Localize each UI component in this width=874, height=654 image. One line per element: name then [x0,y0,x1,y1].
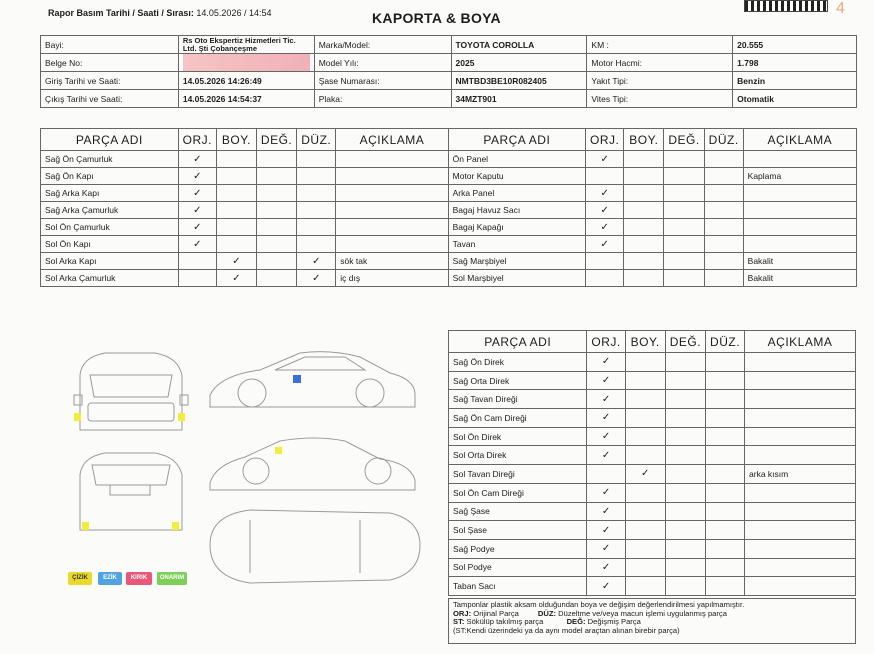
part-description [743,185,856,202]
check-boy [624,202,664,219]
part-name: Sol Podye [449,558,587,577]
part-description [745,409,856,428]
check-duz [706,577,745,596]
info-value: NMTBD3BE10R082405 [451,72,587,90]
check-boy [625,502,665,521]
check-deg [664,185,704,202]
check-duz [297,219,336,236]
check-duz [297,168,336,185]
info-label: Giriş Tarihi ve Saati: [41,72,179,90]
check-duz [297,151,336,168]
legend-chip: KIRIK [126,572,152,585]
check-orj: ✓ [178,151,216,168]
note-deg-key: DEĞ: [566,617,586,627]
info-label: Marka/Model: [314,36,451,54]
check-orj: ✓ [587,427,625,446]
info-row [41,54,857,72]
info-value [178,54,314,72]
table-row [449,577,856,596]
info-label: Plaka: [314,90,451,108]
info-value: 34MZT901 [451,90,587,108]
table-row [449,465,856,484]
info-row [41,72,857,90]
check-orj: ✓ [587,539,625,558]
check-duz [706,465,745,484]
note-duz-key: DÜZ: [537,608,556,618]
check-boy [624,168,664,185]
check-deg [256,202,296,219]
table-row [449,502,856,521]
part-description [336,151,448,168]
table-row [41,202,857,219]
check-boy [625,446,665,465]
info-value: Rs Oto Ekspertiz Hizmetleri Tic. Ltd. Şti Çobançeşme [178,36,314,54]
part-description [336,185,448,202]
car-damage-diagram [60,335,430,595]
part-name: Sağ Ön Direk [449,353,587,372]
column-header-duz: DÜZ. [704,129,743,151]
check-deg [665,371,705,390]
table-row [41,219,857,236]
info-label: Bayi: [41,36,179,54]
column-header-part: PARÇA ADI [41,129,179,151]
legend-chip: ONARIM [157,572,187,585]
check-duz [704,185,743,202]
table-row [41,168,857,185]
check-orj: ✓ [587,577,625,596]
part-name: Sağ Tavan Direği [449,390,587,409]
check-boy [625,558,665,577]
page-title: KAPORTA & BOYA [372,10,501,26]
check-orj: ✓ [587,483,625,502]
check-boy [625,427,665,446]
part-description [745,483,856,502]
part-name: Sol Ön Direk [449,427,587,446]
part-name: Sağ Orta Direk [449,371,587,390]
info-label: Motor Hacmi: [587,54,733,72]
check-duz [704,253,743,270]
legend-chip: EZİK [98,572,122,585]
part-name: Sol Ön Cam Direği [449,483,587,502]
check-deg [665,446,705,465]
part-description: Bakalit [743,270,856,287]
car-side-view-right [210,352,415,407]
part-description [336,202,448,219]
check-deg [665,353,705,372]
car-side-view-left [210,438,415,490]
car-front-view [74,353,188,430]
check-boy [625,577,665,596]
part-name: Sağ Podye [449,539,587,558]
note-st-key: ST: [453,617,465,627]
part-description [745,502,856,521]
column-header-part: PARÇA ADI [449,331,587,353]
info-label: Yakıt Tipi: [587,72,733,90]
check-duz [706,446,745,465]
table-row [449,539,856,558]
check-orj [587,465,625,484]
info-label: Model Yılı: [314,54,451,72]
check-orj: ✓ [178,236,216,253]
part-name: Sol Arka Kapı [41,253,179,270]
table-row [41,185,857,202]
info-label: Çıkış Tarihi ve Saati: [41,90,179,108]
column-header-boy: BOY. [217,129,257,151]
part-description [745,353,856,372]
part-name: Sol Orta Direk [449,446,587,465]
check-duz [706,390,745,409]
check-orj: ✓ [586,185,624,202]
part-name: Sol Şase [449,521,587,540]
check-duz [706,427,745,446]
column-header-deg: DEĞ. [665,331,705,353]
check-boy [625,353,665,372]
check-boy [624,185,664,202]
check-deg [665,539,705,558]
frame-parts-table [448,330,856,596]
table-row [41,253,857,270]
table-row [449,371,856,390]
check-boy: ✓ [625,465,665,484]
part-description [743,202,856,219]
table-row [41,151,857,168]
note-orj-key: ORJ: [453,608,472,618]
part-name: Tavan [448,236,585,253]
part-name: Sol Ön Kapı [41,236,179,253]
check-orj: ✓ [587,409,625,428]
check-duz [706,502,745,521]
check-duz [706,371,745,390]
column-header-deg: DEĞ. [256,129,296,151]
check-deg [665,577,705,596]
part-description: Kaplama [743,168,856,185]
check-boy [624,151,664,168]
table-row [449,353,856,372]
check-deg [256,168,296,185]
table-row [449,427,856,446]
part-description [745,371,856,390]
check-duz [704,270,743,287]
legend-note [448,598,856,644]
check-duz [704,168,743,185]
check-duz [704,202,743,219]
check-deg [256,236,296,253]
info-label: Şase Numarası: [314,72,451,90]
part-name: Sağ Arka Çamurluk [41,202,179,219]
check-deg [664,253,704,270]
report-date-line [48,8,271,18]
check-orj: ✓ [587,371,625,390]
check-boy [625,539,665,558]
part-description: arka kısım [745,465,856,484]
check-duz: ✓ [297,270,336,287]
check-boy [217,151,257,168]
check-duz [297,202,336,219]
column-header-desc: AÇIKLAMA [336,129,448,151]
check-deg [665,558,705,577]
check-boy: ✓ [217,270,257,287]
table-row [449,409,856,428]
part-name: Sağ Arka Kapı [41,185,179,202]
check-deg [256,151,296,168]
check-orj [178,253,216,270]
check-orj: ✓ [587,558,625,577]
part-description [745,558,856,577]
check-deg [665,409,705,428]
note-st-text: Sökülüp takılmış parça [466,617,544,627]
check-duz [706,483,745,502]
table-row [449,446,856,465]
check-duz [704,151,743,168]
page-marker: 4 [836,0,845,17]
part-name: Sol Arka Çamurluk [41,270,179,287]
part-name: Bagaj Havuz Sacı [448,202,585,219]
part-description: iç dış [336,270,448,287]
part-name: Sağ Ön Çamurluk [41,151,179,168]
part-description [745,446,856,465]
check-boy [217,219,257,236]
table-row [449,558,856,577]
part-name: Bagaj Kapağı [448,219,585,236]
check-deg [664,219,704,236]
check-deg [665,465,705,484]
check-deg [665,521,705,540]
table-row [449,521,856,540]
check-duz [704,219,743,236]
check-boy [625,483,665,502]
check-orj: ✓ [178,168,216,185]
car-top-view [210,510,420,583]
column-header-duz: DÜZ. [706,331,745,353]
check-duz [706,521,745,540]
check-duz [297,185,336,202]
note-line-4: (ST:Kendi üzerindeki ya da aynı model araçtan alınan birebir parça) [453,625,680,635]
check-boy [217,185,257,202]
check-orj: ✓ [587,502,625,521]
note-duz-text: Düzeltme ve/veya macun işlemi uygulanmış parça [558,608,727,618]
info-value: 14.05.2026 14:26:49 [178,72,314,90]
legend-chip: ÇİZİK [68,572,92,585]
part-name: Sol Tavan Direği [449,465,587,484]
check-boy [624,270,664,287]
info-value: Benzin [733,72,857,90]
check-boy [625,390,665,409]
car-rear-view [80,453,182,530]
check-orj: ✓ [587,353,625,372]
vehicle-info-table [40,35,857,108]
body-parts-table [40,128,857,287]
check-deg [665,483,705,502]
check-deg [256,185,296,202]
check-deg [664,168,704,185]
column-header-orj: ORJ. [178,129,216,151]
check-orj: ✓ [178,202,216,219]
part-name: Sağ Şase [449,502,587,521]
check-boy [624,236,664,253]
check-deg [664,151,704,168]
check-duz [706,353,745,372]
check-deg [256,253,296,270]
check-boy: ✓ [217,253,257,270]
check-orj: ✓ [586,219,624,236]
check-deg [256,270,296,287]
table-row [449,483,856,502]
column-header-orj: ORJ. [587,331,625,353]
check-boy [217,168,257,185]
check-deg [664,202,704,219]
column-header-boy: BOY. [624,129,664,151]
check-boy [217,202,257,219]
check-deg [256,219,296,236]
info-value: 14.05.2026 14:54:37 [178,90,314,108]
check-duz [704,236,743,253]
part-name: Sağ Marşbiyel [448,253,585,270]
part-description [743,236,856,253]
check-orj: ✓ [178,219,216,236]
check-orj: ✓ [586,151,624,168]
check-boy [624,219,664,236]
check-boy [217,236,257,253]
part-name: Arka Panel [448,185,585,202]
check-boy [625,371,665,390]
column-header-boy: BOY. [625,331,665,353]
part-description [743,151,856,168]
info-value: TOYOTA COROLLA [451,36,587,54]
check-orj: ✓ [586,236,624,253]
part-name: Motor Kaputu [448,168,585,185]
check-duz [706,558,745,577]
qr-code [744,0,828,12]
info-value: 2025 [451,54,587,72]
note-orj-text: Orijinal Parça [473,608,519,618]
check-deg [665,427,705,446]
check-orj: ✓ [587,521,625,540]
check-boy [625,521,665,540]
check-orj: ✓ [587,446,625,465]
info-label: Vites Tipi: [587,90,733,108]
check-deg [665,390,705,409]
check-boy [625,409,665,428]
info-label: KM : [587,36,733,54]
part-name: Sağ Ön Cam Direği [449,409,587,428]
part-description: Bakalit [743,253,856,270]
part-description [743,219,856,236]
part-name: Ön Panel [448,151,585,168]
note-deg-text: Değişmiş Parça [587,617,641,627]
info-value: 1.798 [733,54,857,72]
part-description: sök tak [336,253,448,270]
info-row [41,36,857,54]
part-description [336,219,448,236]
check-duz [706,409,745,428]
part-description [745,427,856,446]
check-orj [586,270,624,287]
part-name: Sol Ön Çamurluk [41,219,179,236]
table-row [449,390,856,409]
part-name: Sol Marşbiyel [448,270,585,287]
column-header-orj: ORJ. [586,129,624,151]
column-header-deg: DEĞ. [664,129,704,151]
check-deg [665,502,705,521]
check-duz [297,236,336,253]
part-description [336,168,448,185]
table-row [41,270,857,287]
column-header-part: PARÇA ADI [448,129,585,151]
check-duz [706,539,745,558]
part-description [745,521,856,540]
check-boy [624,253,664,270]
info-value: Otomatik [733,90,857,108]
column-header-desc: AÇIKLAMA [743,129,856,151]
check-deg [664,236,704,253]
info-value: 20.555 [733,36,857,54]
part-description [745,539,856,558]
note-line-1: Tamponlar plastik aksam olduğundan boya ve değişim değerlendirilmesi yapılmamıştır. [453,600,745,609]
part-description [745,577,856,596]
check-deg [664,270,704,287]
report-date-value: 14.05.2026 / 14:54 [196,8,272,18]
column-header-duz: DÜZ. [297,129,336,151]
info-row [41,90,857,108]
table-row [41,236,857,253]
check-orj [586,168,624,185]
part-name: Sağ Ön Kapı [41,168,179,185]
info-label: Belge No: [41,54,179,72]
check-duz: ✓ [297,253,336,270]
column-header-desc: AÇIKLAMA [745,331,856,353]
check-orj [586,253,624,270]
part-description [336,236,448,253]
part-description [745,390,856,409]
check-orj: ✓ [587,390,625,409]
report-date-label: Rapor Basım Tarihi / Saati / Sırası: [48,8,194,18]
check-orj: ✓ [586,202,624,219]
part-name: Taban Sacı [449,577,587,596]
check-orj: ✓ [178,185,216,202]
check-orj [178,270,216,287]
